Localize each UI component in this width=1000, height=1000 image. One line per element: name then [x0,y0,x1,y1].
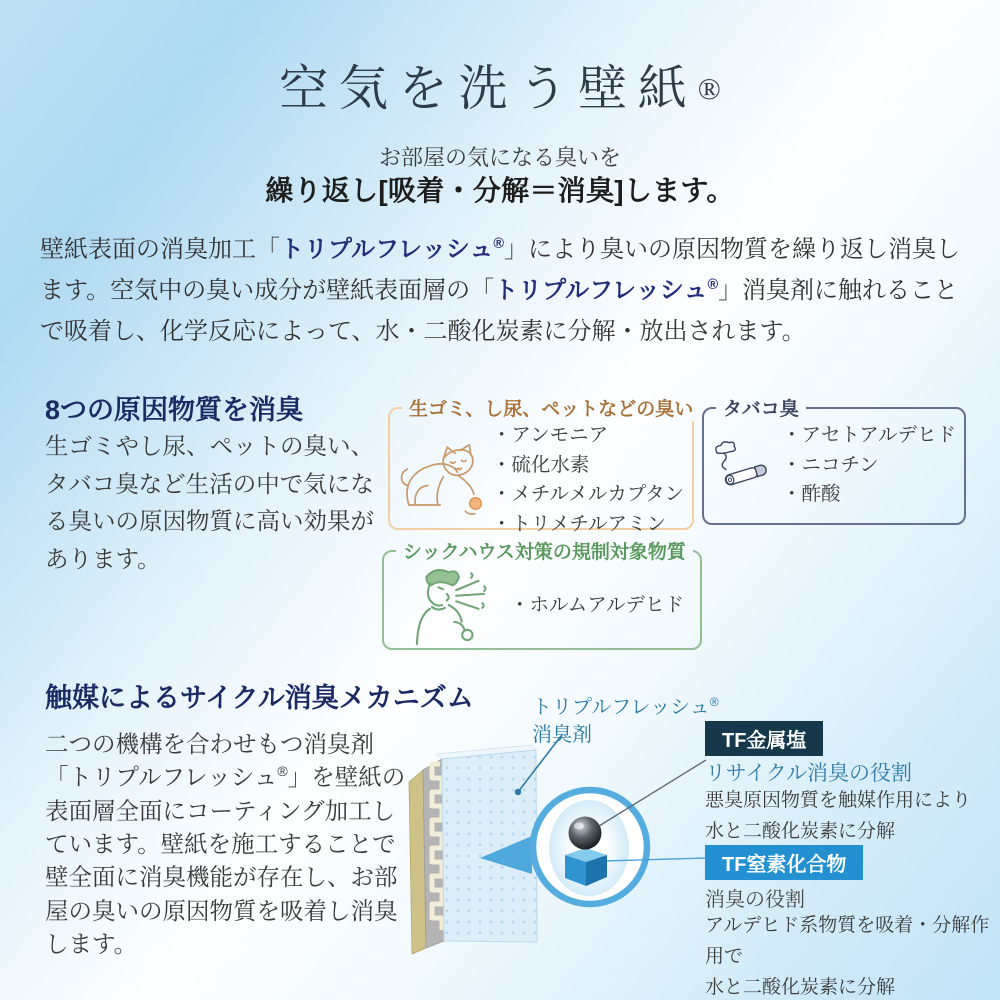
cigarette-illustration [712,423,782,507]
odor-box-sickhouse-content [392,564,692,648]
subtitle-strong: 繰り返し[吸着・分解＝消臭]します。 [265,175,735,206]
list-item: ・硫化水素 [491,453,590,476]
odor-box-tobacco-list [782,421,956,510]
intro-paragraph [40,230,964,352]
odor-box-sickhouse-title: シックハウス対策の規制対象物質 [403,542,686,563]
intro-part: 」により臭いの原因物質を繰り返し消臭します。空気中の臭い成分が壁紙表面層の「 [40,236,960,304]
registered-trademark-symbol: ® [697,72,721,106]
registered-trademark-symbol: ® [493,236,504,252]
subtitle: お部屋の気になる臭いを [378,145,621,170]
odor-box-pet-content [398,421,684,540]
metal-salt-sphere [569,817,602,850]
mechanism-part: 」を壁紙の表面層全面にコーティング加工しています。壁紙を施工することで壁全面に消臭機能が存在し、お部屋の臭いの原因物質を吸着し消臭します。 [45,764,406,958]
list-item: ・ニコチン [782,453,879,476]
role-line: アルデヒド系物質を吸着・分解作用で [705,915,990,967]
triple-fresh-diagram-label [532,694,719,749]
registered-trademark-symbol: ® [709,695,719,709]
mechanism-part: 二つの機構を合わせもつ消臭剤「トリプルフレッシュ [45,731,374,791]
role-line: 悪臭原因物質を触媒作用により [705,790,972,811]
triple-fresh-brand: トリプルフレッシュ [280,236,494,263]
list-item: ・トリメチルアミン [491,512,667,535]
diagram-label-line2: 消臭剤 [532,723,592,746]
metal-salt-role-title: リサイクル消臭の役割 [705,762,913,785]
registered-trademark-symbol: ® [707,276,719,293]
page-title [0,50,1000,120]
triple-fresh-brand: トリプルフレッシュ [494,276,708,304]
odor-box-pet [388,394,694,535]
odor-box-tobacco-title: タバコ臭 [723,399,799,420]
list-item: ・ホルムアルデヒド [510,594,684,617]
diagram-label-line1: トリプルフレッシュ [532,696,710,719]
odor-box-sickhouse [382,537,702,650]
intro-part: 壁紙表面の消臭加工「 [40,236,280,263]
mechanism-description [45,728,417,962]
odor-section-heading: 8つの原因物質を消臭 [45,395,304,425]
nitrogen-role-description [705,911,1000,1000]
list-item: ・アンモニア [491,424,609,446]
role-line: 水と二酸化炭素に分解 [705,976,896,998]
list-item: ・酢酸 [782,483,841,506]
cat-illustration [398,432,492,528]
odor-box-pet-title: 生ゴミ、し尿、ペットなどの臭い [409,399,694,420]
coughing-person-illustration [392,564,496,648]
list-item: ・メチルメルカプタン [491,483,684,506]
odor-section-description: 生ゴミやし尿、ペットの臭い、タバコ臭など生活の中で気になる臭いの原因物質に高い効果があります。 [45,433,374,572]
page-title-text: 空気を洗う壁紙 [279,61,698,116]
intro-part: 」消臭剤に触れることで吸着し、化学反応によって、水・二酸化炭素に分解・放出されます。 [40,276,959,345]
odor-box-pet-list [492,421,684,540]
odor-box-tobacco-content [712,421,956,510]
metal-salt-badge: TF金属塩 [705,721,823,756]
nitrogen-role-title: 消臭の役割 [705,889,805,911]
metal-salt-role-description [705,786,971,848]
list-item: ・アセトアルデヒド [782,424,956,446]
role-line: 水と二酸化炭素に分解 [705,820,896,842]
label-leader-dot [515,789,521,795]
nitrogen-badge: TF窒素化合物 [705,845,863,880]
mechanism-section-heading: 触媒によるサイクル消臭メカニズム [45,683,474,713]
odor-box-sickhouse-list [510,591,684,621]
registered-trademark-symbol: ® [277,763,288,780]
odor-box-tobacco [702,394,966,525]
